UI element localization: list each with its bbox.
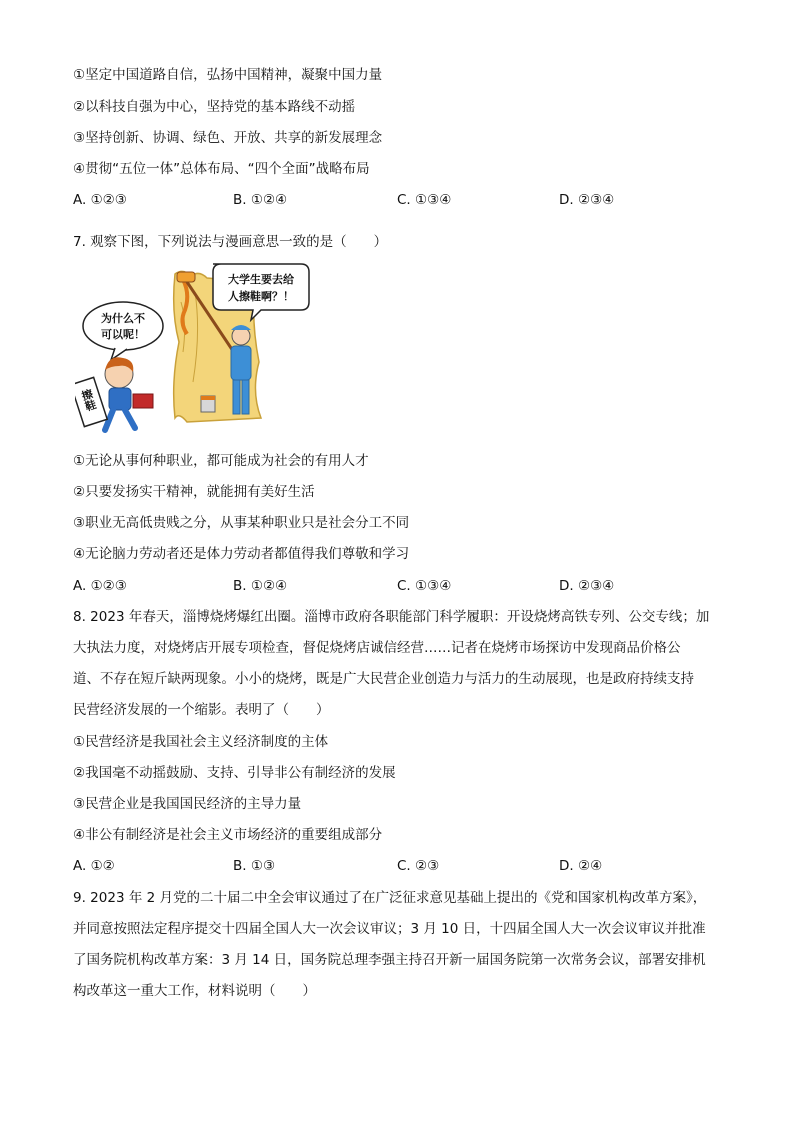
- q9-stem-line-2: 并同意按照法定程序提交十四届全国人大一次会议审议；3 月 10 日，十四届全国人大一次会议审议并批准: [73, 921, 706, 937]
- q7-item-1: ①无论从事何种职业，都可能成为社会的有用人才: [73, 453, 369, 469]
- q6-option-a: A. ①②③: [73, 192, 127, 208]
- q7-item-2: ②只要发扬实干精神，就能拥有美好生活: [73, 484, 315, 500]
- q9-stem-line-1: 9. 2023 年 2 月党的二十届二中全会审议通过了在广泛征求意见基础上提出的《党和国家机构改革方案》，: [73, 890, 707, 906]
- q7-option-c: C. ①③④: [397, 578, 452, 594]
- roller-head: [177, 272, 195, 282]
- q6-item-4: ④贯彻“五位一体”总体布局、“四个全面”战略布局: [73, 161, 370, 177]
- q6-item-3: ③坚持创新、协调、绿色、开放、共享的新发展理念: [73, 130, 383, 146]
- boy-legs: [105, 410, 135, 430]
- sign-text: 擦鞋: [78, 387, 98, 413]
- q8-item-2: ②我国毫不动摇鼓励、支持、引导非公有制经济的发展: [73, 765, 396, 781]
- paint-bucket-paint: [201, 396, 215, 400]
- q6-item-1: ①坚定中国道路自信，弘扬中国精神，凝聚中国力量: [73, 67, 383, 83]
- q6-option-c: C. ①③④: [397, 192, 452, 208]
- q7-option-b: B. ①②④: [233, 578, 288, 594]
- q6-option-d: D. ②③④: [559, 192, 615, 208]
- worker-leg-right: [242, 380, 249, 414]
- q8-option-b: B. ①③: [233, 858, 276, 874]
- q8-option-d: D. ②④: [559, 858, 603, 874]
- q6-options: [73, 190, 733, 210]
- q8-option-c: C. ②③: [397, 858, 440, 874]
- q8-options: [73, 856, 733, 876]
- q8-stem-line-3: 道、不存在短斤缺两现象。小小的烧烤，既是广大民营企业创造力与活力的生动展现，也是政府持续支持: [73, 671, 694, 687]
- q8-stem-line-4: 民营经济发展的一个缩影。表明了（ ）: [73, 702, 330, 718]
- q6-item-2: ②以科技自强为中心，坚持党的基本路线不动摇: [73, 99, 356, 115]
- left-bubble-line2: 可以呢！: [101, 328, 145, 341]
- worker-leg-left: [233, 380, 240, 414]
- q7-item-4: ④无论脑力劳动者还是体力劳动者都值得我们尊敬和学习: [73, 546, 410, 562]
- q8-item-4: ④非公有制经济是社会主义市场经济的重要组成部分: [73, 827, 383, 843]
- q7-comic-illustration: [75, 262, 315, 442]
- q7-options: [73, 576, 733, 596]
- q7-option-a: A. ①②③: [73, 578, 127, 594]
- q8-option-a: A. ①②: [73, 858, 115, 874]
- q6-option-b: B. ①②④: [233, 192, 288, 208]
- q8-item-1: ①民营经济是我国社会主义经济制度的主体: [73, 734, 329, 750]
- q8-item-3: ③民营企业是我国国民经济的主导力量: [73, 796, 302, 812]
- right-bubble-line2: 人擦鞋啊？！: [228, 290, 294, 303]
- left-speech-bubble: [83, 302, 163, 350]
- boy-body: [109, 388, 131, 410]
- q7-stem: 7. 观察下图，下列说法与漫画意思一致的是（ ）: [73, 234, 388, 250]
- q9-stem-line-3: 了国务院机构改革方案：3 月 14 日，国务院总理李强主持召开新一届国务院第一次常务会议，部署安排机: [73, 952, 706, 968]
- left-bubble-line1: 为什么不: [101, 312, 145, 325]
- right-bubble-line1: 大学生要去给: [228, 273, 294, 286]
- q8-stem-line-2: 大执法力度，对烧烤店开展专项检查，督促烧烤店诚信经营……记者在烧烤市场探访中发现商品价格公: [73, 640, 681, 656]
- shoeshine-box: [133, 394, 153, 408]
- shoeshine-sign: [75, 377, 107, 426]
- q7-option-d: D. ②③④: [559, 578, 615, 594]
- q7-item-3: ③职业无高低贵贱之分，从事某种职业只是社会分工不同: [73, 515, 410, 531]
- worker-body: [231, 346, 251, 380]
- q8-stem-line-1: 8. 2023 年春天，淄博烧烤爆红出圈。淄博市政府各职能部门科学履职：开设烧烤高铁专列、公交专线；加: [73, 609, 710, 625]
- q9-stem-line-4: 构改革这一重大工作，材料说明（ ）: [73, 983, 316, 999]
